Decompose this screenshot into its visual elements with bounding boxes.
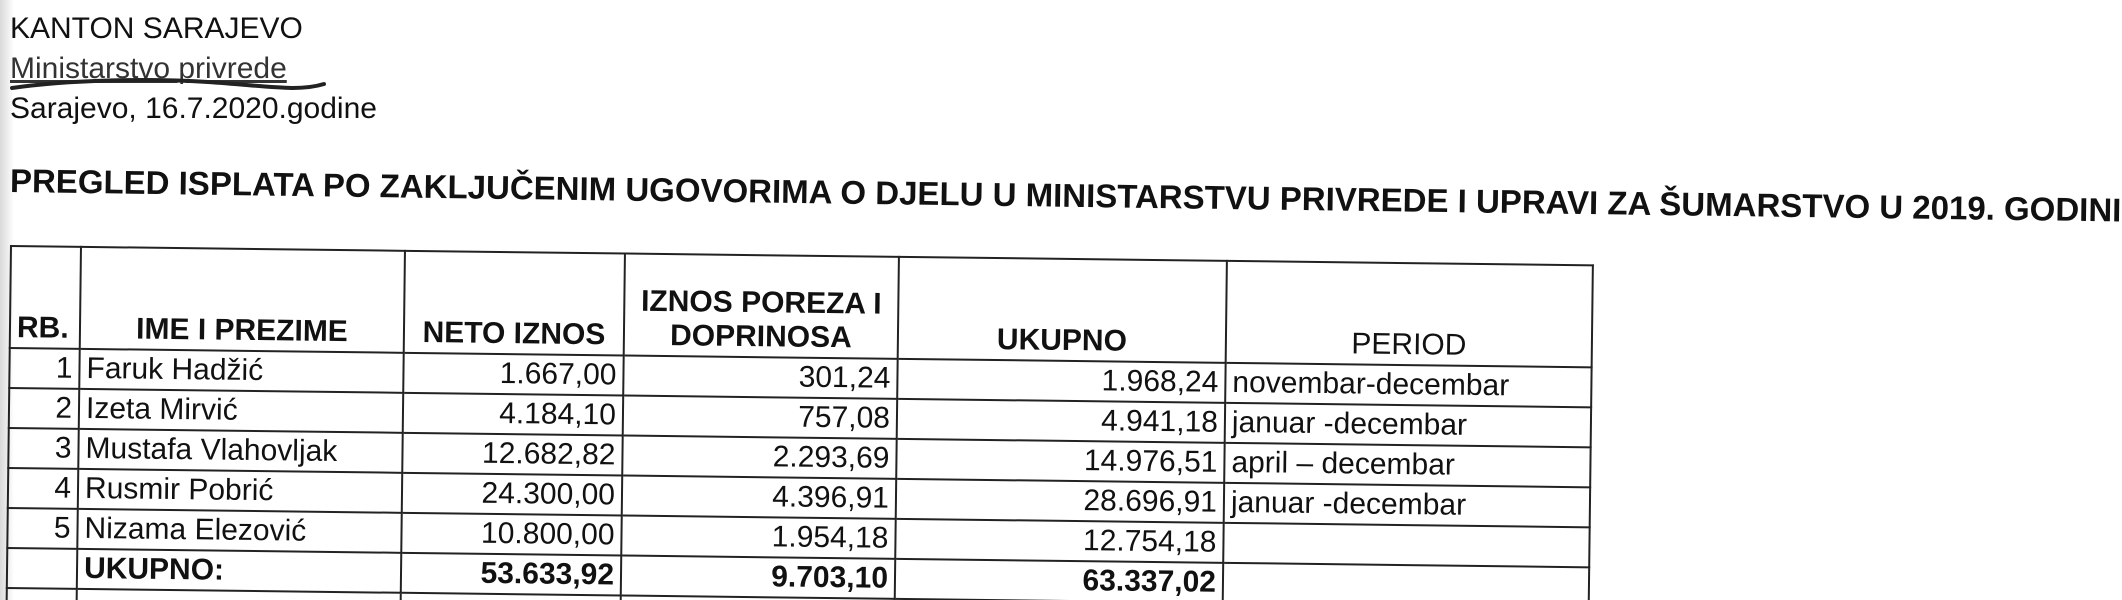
row-total: 4.941,18 bbox=[897, 399, 1225, 443]
row-total: 1.968,24 bbox=[897, 359, 1225, 403]
row-net: 12.682,82 bbox=[402, 433, 622, 476]
row-period bbox=[1223, 523, 1589, 567]
row-total: 12.754,18 bbox=[895, 519, 1223, 563]
row-tax: 301,24 bbox=[623, 356, 897, 399]
payments-table-wrapper bbox=[5, 245, 1594, 600]
payments-table bbox=[5, 245, 1594, 600]
row-name: Izeta Mirvić bbox=[79, 389, 403, 433]
row-tax: 1.954,18 bbox=[621, 515, 895, 558]
row-total: 14.976,51 bbox=[896, 439, 1224, 483]
table-header-row bbox=[10, 246, 1593, 367]
header-tax-amount bbox=[624, 254, 899, 359]
row-number: 4 bbox=[8, 468, 78, 509]
row-name: Faruk Hadžić bbox=[79, 349, 403, 393]
organization-name: KANTON SARAJEVO bbox=[10, 12, 303, 45]
total-period-empty bbox=[1223, 563, 1589, 600]
row-period: april – decembar bbox=[1224, 443, 1590, 487]
total-rb-empty bbox=[7, 548, 77, 589]
row-period: novembar-decembar bbox=[1225, 363, 1591, 407]
row-number: 5 bbox=[7, 508, 77, 549]
header-name: IME I PREZIME bbox=[80, 247, 405, 353]
total-net: 53.633,92 bbox=[401, 553, 621, 596]
row-net: 10.800,00 bbox=[401, 513, 621, 556]
header-period: PERIOD bbox=[1226, 261, 1593, 367]
row-tax: 2.293,69 bbox=[622, 435, 896, 478]
row-name: Rusmir Pobrić bbox=[78, 469, 402, 513]
row-tax: 4.396,91 bbox=[622, 475, 896, 518]
row-net: 1.667,00 bbox=[403, 353, 623, 396]
ministry-name: Ministarstvo privrede bbox=[10, 52, 287, 85]
row-period: januar -decembar bbox=[1224, 483, 1590, 527]
row-net: 24.300,00 bbox=[402, 473, 622, 516]
place-and-date: Sarajevo, 16.7.2020.godine bbox=[10, 92, 377, 125]
total-label: UKUPNO: bbox=[77, 549, 401, 593]
row-number: 2 bbox=[9, 388, 79, 429]
total-sum: 63.337,02 bbox=[895, 559, 1223, 600]
document-title: PREGLED ISPLATA PO ZAKLJUČENIM UGOVORIMA O DJELU U MINISTARSTVU PRIVREDE I UPRAVI ZA ŠUMARSTVO U 2019. GODINI bbox=[9, 162, 2122, 229]
header-total: UKUPNO bbox=[898, 257, 1227, 363]
empty-cell bbox=[6, 588, 77, 600]
row-total: 28.696,91 bbox=[896, 479, 1224, 523]
row-number: 3 bbox=[8, 428, 78, 469]
header-net-amount: NETO IZNOS bbox=[404, 251, 625, 356]
row-period: januar -decembar bbox=[1225, 403, 1591, 447]
row-number: 1 bbox=[9, 348, 79, 389]
row-net: 4.184,10 bbox=[403, 393, 623, 436]
header-rb: RB. bbox=[10, 246, 81, 349]
row-tax: 757,08 bbox=[623, 396, 897, 439]
total-tax: 9.703,10 bbox=[621, 555, 895, 598]
row-name: Nizama Elezović bbox=[77, 509, 401, 553]
header-tax-amount-label: IZNOS POREZA I DOPRINOSA bbox=[640, 284, 882, 355]
row-name: Mustafa Vlahovljak bbox=[78, 429, 402, 473]
